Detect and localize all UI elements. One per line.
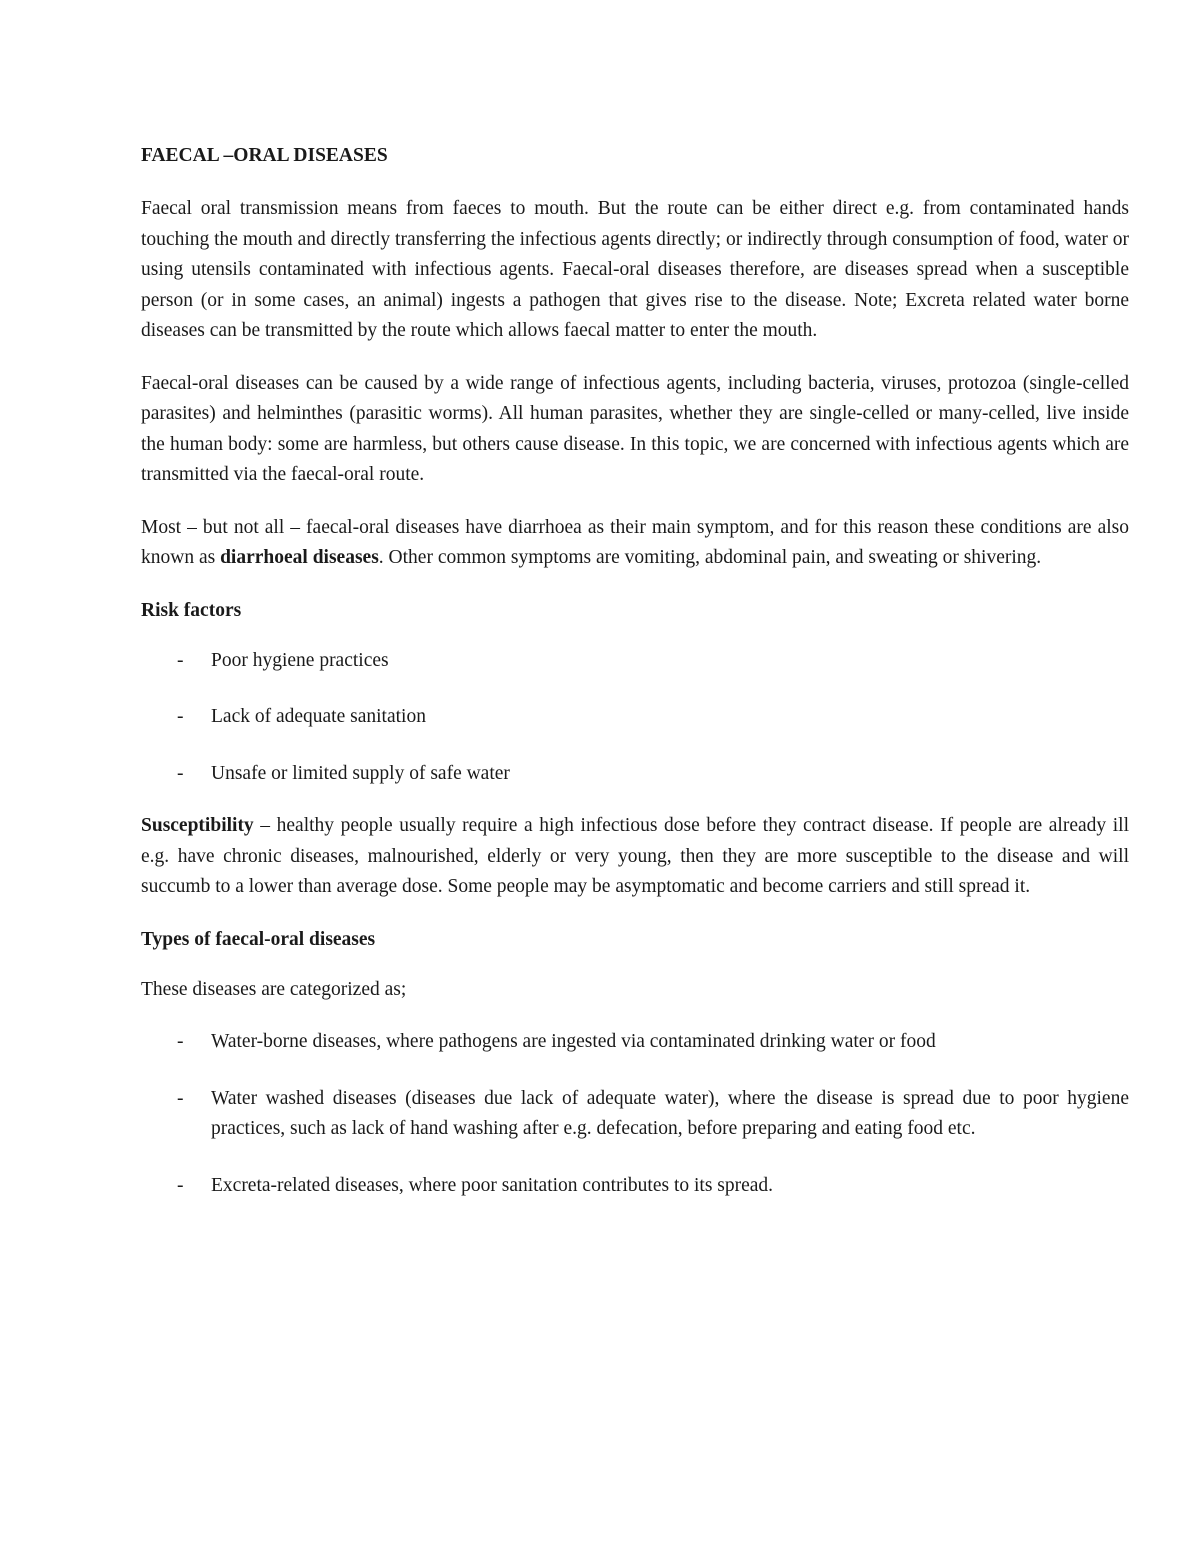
risk-factors-heading: Risk factors — [141, 599, 242, 621]
document-title: FAECAL –ORAL DISEASES — [141, 145, 388, 166]
list-dash: - — [177, 1087, 184, 1109]
list-item — [141, 1084, 1129, 1145]
list-dash: - — [177, 762, 184, 784]
list-item-text: Excreta-related diseases, where poor sanitation contributes to its spread. — [211, 1174, 774, 1196]
list-item-text: Poor hygiene practices — [211, 649, 389, 671]
list-item — [141, 702, 1129, 733]
risk-factors-list — [141, 646, 1129, 790]
document-page — [141, 138, 1129, 1223]
list-dash: - — [177, 706, 184, 727]
symptoms-text-after: . Other common symptoms are vomiting, abdominal pain, and sweating or shivering. — [378, 547, 1042, 568]
list-item-text: Lack of adequate sanitation — [211, 706, 426, 727]
types-list — [141, 1027, 1129, 1201]
list-item — [141, 1027, 1129, 1058]
types-heading: Types of faecal-oral diseases — [141, 928, 376, 950]
list-item — [141, 759, 1129, 790]
paragraph-symptoms — [141, 513, 1129, 574]
susceptibility-text: – healthy people usually require a high infectious dose before they contract disease. If people are already ill e.g. have chronic diseases, malnourished, elderly or very young, then they are more susceptible to the disease and will succumb to a lower than average dose. Some people may be asymptomatic and become carriers and still spread it. — [141, 815, 1129, 897]
list-item — [141, 646, 1129, 677]
list-item-text: Water-borne diseases, where pathogens are ingested via contaminated drinking water or food — [211, 1031, 936, 1052]
list-dash: - — [177, 649, 184, 671]
susceptibility-label: Susceptibility — [141, 815, 254, 836]
list-item — [141, 1171, 1129, 1202]
symptoms-text-before: Most – but not all – faecal-oral diseases have diarrhoea as their main symptom, and for this reason these conditions are also known as — [141, 516, 1129, 568]
list-item-text: Water washed diseases (diseases due lack of adequate water), where the disease is spread due to poor hygiene practices, such as lack of hand washing after e.g. defecation, before preparing and eating food etc. — [211, 1087, 1129, 1139]
paragraph-transmission: Faecal oral transmission means from faeces to mouth. But the route can be either direct e.g. from contaminated hands touching the mouth and directly transferring the infectious agents directly; or indirectly through consumption of food, water or using utensils contaminated with infectious agents. Faecal-oral diseases therefore, are diseases spread when a susceptible person (or in some cases, an animal) ingests a pathogen that gives rise to the disease. Note; Excreta related water borne diseases can be transmitted by the route which allows faecal matter to enter the mouth. — [141, 198, 1129, 341]
paragraph-infectious-agents: Faecal-oral diseases can be caused by a wide range of infectious agents, including bacteria, viruses, protozoa (single-celled parasites) and helminthes (parasitic worms). All human parasites, whether they are single-celled or many-celled, live inside the human body: some are harmless, but others cause disease. In this topic, we are concerned with infectious agents which are transmitted via the faecal-oral route. — [141, 372, 1129, 485]
list-dash: - — [177, 1031, 184, 1052]
list-dash: - — [177, 1174, 184, 1196]
types-intro: These diseases are categorized as; — [141, 978, 407, 1000]
diarrhoeal-diseases-term: diarrhoeal diseases — [220, 547, 379, 568]
paragraph-susceptibility — [141, 811, 1129, 903]
list-item-text: Unsafe or limited supply of safe water — [211, 762, 510, 784]
